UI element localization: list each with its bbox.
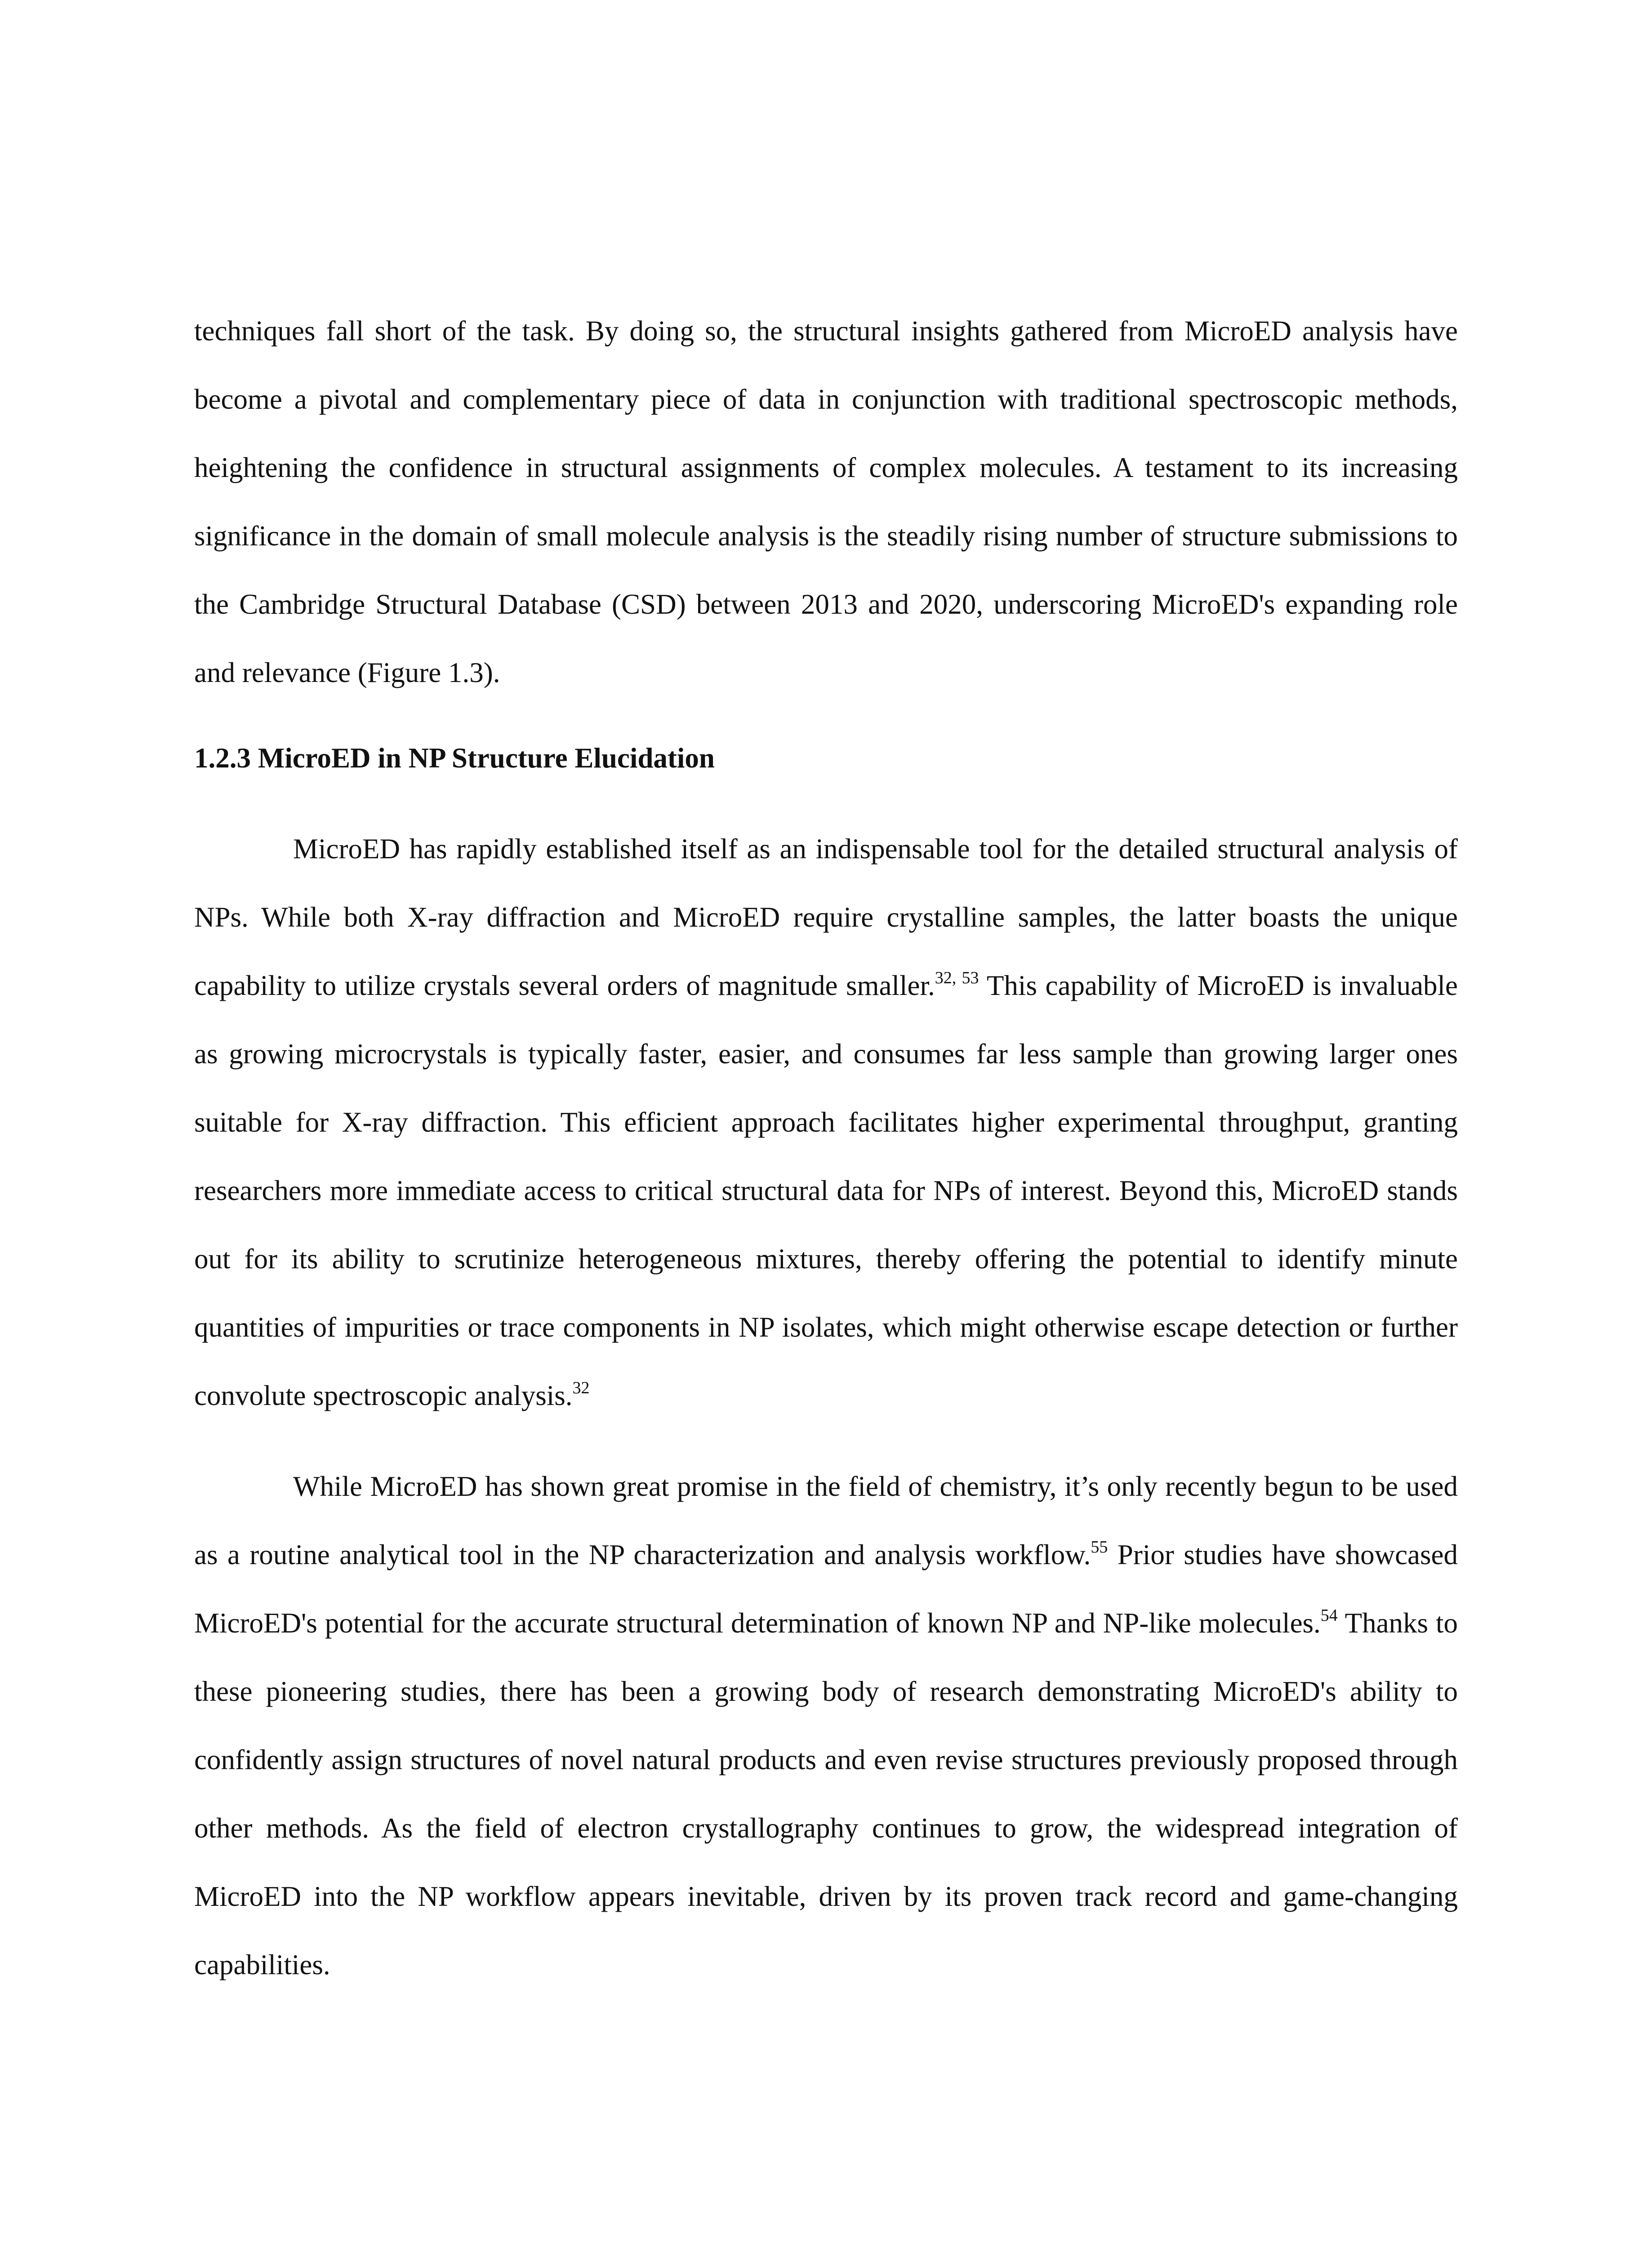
paragraph-text: techniques fall short of the task. By doing so, the structural insights gathered from MicroED analysis have become a pivotal and complementary piece of data in conjunction with traditional spectroscopic methods, heightening the confidence in structural assignments of complex molecules. A testament to its increasing significance in the domain of small molecule analysis is the steadily rising number of structure submissions to the Cambridge Structural Database (CSD) between 2013 and 2020, underscoring MicroED's expanding role and relevance (Figure 1.3). <box>194 315 1458 688</box>
citation-reference: 32 <box>572 1378 590 1397</box>
citation-reference: 54 <box>1320 1606 1338 1625</box>
section-heading: 1.2.3 MicroED in NP Structure Elucidation <box>194 742 715 774</box>
paragraph-text: This capability of MicroED is invaluable as growing microcrystals is typically faster, easier, and consumes far less sample than growing larger ones suitable for X-ray diffraction. This efficient approach facilitates higher experimental throughput, granting researchers more immediate access to critical structural data for NPs of interest. Beyond this, MicroED stands out for its ability to scrutinize heterogeneous mixtures, thereby offering the potential to identify minute quantities of impurities or trace components in NP isolates, which might otherwise escape detection or further convolute spectroscopic analysis. <box>194 970 1458 1411</box>
paragraph-text: While MicroED has shown great promise in the field of chemistry, it’s only recently begun to be used as a routine analytical tool in the NP characterization and analysis workflow. <box>194 1471 1458 1570</box>
body-paragraph <box>194 297 1458 707</box>
body-paragraph <box>194 815 1458 1430</box>
citation-reference: 32, 53 <box>935 968 979 987</box>
paragraph-text: Prior studies have showcased MicroED's potential for the accurate structural determination of known NP and NP-like molecules. <box>194 1539 1458 1639</box>
paragraph-text: Thanks to these pioneering studies, there has been a growing body of research demonstrating MicroED's ability to confidently assign structures of novel natural products and even revise structures previously proposed through other methods. As the field of electron crystallography continues to grow, the widespread integration of MicroED into the NP workflow appears inevitable, driven by its proven track record and game-changing capabilities. <box>194 1607 1458 1980</box>
paragraph-text: MicroED has rapidly established itself as an indispensable tool for the detailed structural analysis of NPs. While both X-ray diffraction and MicroED require crystalline samples, the latter boasts the unique capability to utilize crystals several orders of magnitude smaller. <box>194 833 1458 1001</box>
citation-reference: 55 <box>1091 1538 1108 1557</box>
body-paragraph <box>194 1452 1458 1999</box>
